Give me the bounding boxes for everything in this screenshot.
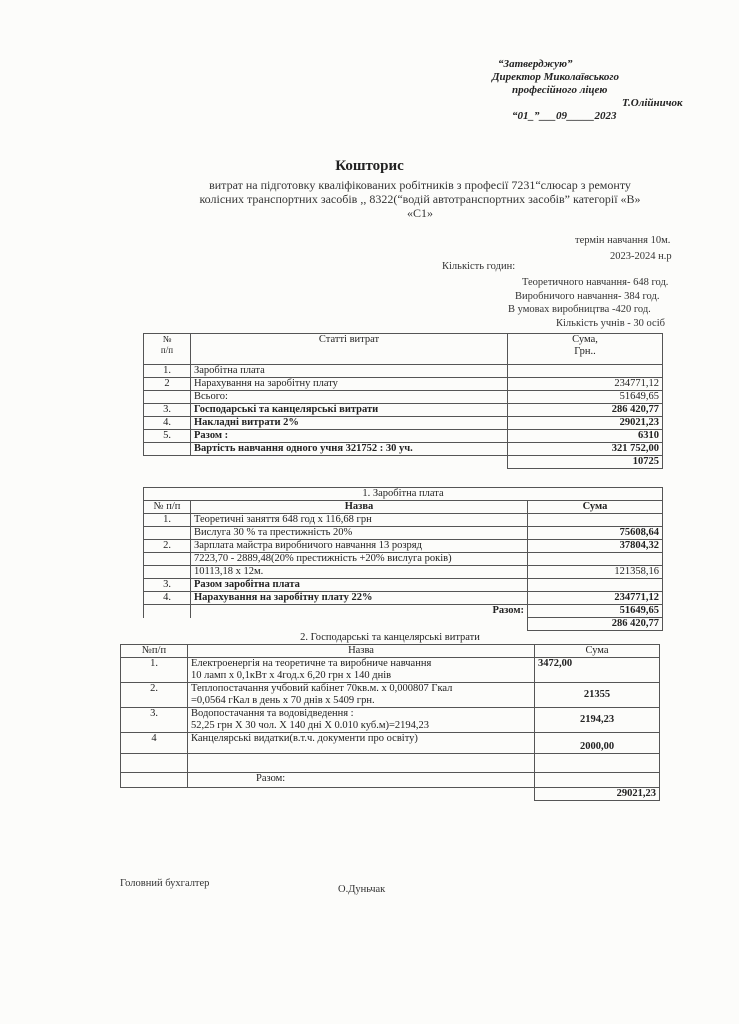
salary-table-title: 1. Заробітна плата bbox=[144, 488, 663, 501]
row-sum: 2194,23 bbox=[535, 708, 660, 733]
row-num bbox=[144, 443, 191, 456]
table-title-row bbox=[121, 632, 660, 645]
col-num-header: №п/п bbox=[121, 645, 188, 658]
table-row bbox=[144, 378, 663, 391]
row-num: 1. bbox=[144, 514, 191, 527]
row-num: 2. bbox=[121, 683, 188, 708]
row-sum: 51649,65 bbox=[528, 605, 663, 618]
info-term: термін навчання 10м. bbox=[575, 235, 671, 246]
table-row bbox=[144, 540, 663, 553]
table-title-row bbox=[144, 488, 663, 501]
info-year: 2023-2024 н.р bbox=[610, 251, 672, 262]
document-subtitle bbox=[130, 178, 710, 220]
expenses-total-label: Разом: bbox=[188, 773, 535, 788]
row-sum: 75608,64 bbox=[528, 527, 663, 540]
table-row bbox=[144, 443, 663, 456]
summary-table bbox=[143, 333, 663, 469]
row-sum: 234771,12 bbox=[508, 378, 663, 391]
info-students: Кількість учнів - 30 осіб bbox=[556, 318, 665, 329]
row-name bbox=[188, 683, 535, 708]
table-header bbox=[121, 645, 660, 658]
row-num: 1. bbox=[121, 658, 188, 683]
row-num: 3. bbox=[121, 708, 188, 733]
row-sum: 6310 bbox=[508, 430, 663, 443]
table-row bbox=[144, 527, 663, 540]
info-theory: Теоретичного навчання- 648 год. bbox=[522, 277, 669, 288]
row-name: Разом : bbox=[191, 430, 508, 443]
row-sum: 286 420,77 bbox=[508, 404, 663, 417]
table-row bbox=[144, 430, 663, 443]
row-name-line: Електроенергія на теоретичне та виробниче навчання bbox=[191, 658, 432, 669]
row-sum: 2000,00 bbox=[535, 733, 660, 754]
table-row bbox=[144, 579, 663, 592]
table-row bbox=[144, 404, 663, 417]
info-workplace: В умовах виробництва -420 год. bbox=[508, 304, 651, 315]
row-name-line: Водопостачання та водовідведення : bbox=[191, 708, 354, 719]
row-num: 4 bbox=[121, 733, 188, 754]
table-row bbox=[144, 514, 663, 527]
row-sum: 321 752,00 bbox=[508, 443, 663, 456]
signature-role: Головний бухгалтер bbox=[120, 878, 210, 889]
row-num: 1. bbox=[144, 365, 191, 378]
approval-line-4: Т.Олійничок bbox=[622, 97, 683, 109]
row-sum bbox=[528, 514, 663, 527]
row-name: Всього: bbox=[191, 391, 508, 404]
row-name: Нарахування на заробітну плату 22% bbox=[191, 592, 528, 605]
row-num bbox=[144, 566, 191, 579]
table-row bbox=[144, 592, 663, 605]
row-num: 3. bbox=[144, 404, 191, 417]
table-row bbox=[144, 618, 663, 631]
row-num: 3. bbox=[144, 579, 191, 592]
approval-block bbox=[470, 58, 720, 123]
row-sum: 3472,00 bbox=[535, 658, 660, 683]
row-sum bbox=[528, 579, 663, 592]
table-row bbox=[121, 754, 660, 773]
row-name: Теоретичні заняття 648 год х 116,68 грн bbox=[191, 514, 528, 527]
row-num bbox=[144, 527, 191, 540]
row-sum: 51649,65 bbox=[508, 391, 663, 404]
row-name: 7223,70 - 2889,48(20% престижність +20% вислуга років) bbox=[191, 553, 528, 566]
row-sum: 29021,23 bbox=[508, 417, 663, 430]
subtitle-line-3: «С1» bbox=[406, 206, 433, 220]
row-sum bbox=[528, 553, 663, 566]
subtitle-line-2: колісних транспортних засобів ,, 8322(“водій автотранспортних засобів” категорії «В» bbox=[199, 192, 641, 206]
row-num bbox=[144, 553, 191, 566]
row-name: Разом заробітна плата bbox=[191, 579, 528, 592]
row-sum: 37804,32 bbox=[528, 540, 663, 553]
table-row bbox=[121, 733, 660, 754]
table-row bbox=[144, 391, 663, 404]
row-name-line: 10 ламп х 0,1кВт х 4год.х 6,20 грн х 140 днів bbox=[191, 670, 392, 681]
row-name: 10113,18 х 12м. bbox=[191, 566, 528, 579]
table-row bbox=[144, 365, 663, 378]
row-name-line: =0,0564 гКал в день х 70 днів х 5409 грн. bbox=[191, 695, 375, 706]
table-row bbox=[121, 788, 660, 801]
row-name: Заробітна плата bbox=[191, 365, 508, 378]
row-num bbox=[144, 391, 191, 404]
info-hours-label: Кількість годин: bbox=[442, 261, 516, 272]
table-row bbox=[144, 566, 663, 579]
table-row bbox=[121, 708, 660, 733]
document-title: Кошторис bbox=[335, 158, 404, 174]
col-sum-header: Сума, Грн.. bbox=[508, 334, 663, 365]
approval-line-1: “Затверджую” bbox=[498, 58, 573, 70]
row-name bbox=[188, 658, 535, 683]
approval-line-5: “01_”___09_____2023 bbox=[512, 110, 617, 122]
row-name: Накладні витрати 2% bbox=[191, 417, 508, 430]
table-header bbox=[144, 334, 663, 365]
subtitle-line-1: витрат на підготовку кваліфікованих робітників з професії 7231“слюсар з ремонту bbox=[209, 178, 631, 192]
row-name: Вислуга 30 % та престижність 20% bbox=[191, 527, 528, 540]
col-num-header: № п/п bbox=[144, 334, 191, 365]
table-row bbox=[144, 456, 663, 469]
col-num-header: № п/п bbox=[144, 501, 191, 514]
row-sum: 121358,16 bbox=[528, 566, 663, 579]
row-num: 2. bbox=[144, 540, 191, 553]
table-row bbox=[121, 683, 660, 708]
table-row bbox=[144, 417, 663, 430]
table-header bbox=[144, 501, 663, 514]
salary-total: 286 420,77 bbox=[528, 618, 663, 631]
cost-per-student: 10725 bbox=[508, 456, 663, 469]
row-name bbox=[188, 708, 535, 733]
row-sum bbox=[508, 365, 663, 378]
row-name: Зарплата майстра виробничого навчання 13 розряд bbox=[191, 540, 528, 553]
salary-table bbox=[143, 487, 663, 631]
row-sum: 21355 bbox=[535, 683, 660, 708]
row-name: Канцелярські видатки(в.т.ч. документи про освіту) bbox=[188, 733, 535, 754]
approval-line-2: Директор Миколаївського bbox=[492, 71, 619, 83]
row-num: 2 bbox=[144, 378, 191, 391]
signature-name: О.Дуньчак bbox=[338, 884, 386, 895]
expenses-table-title: 2. Господарські та канцелярські витрати bbox=[300, 632, 480, 643]
approval-line-3: професійного ліцею bbox=[512, 84, 608, 96]
table-row bbox=[144, 605, 663, 618]
col-sum-header: Сума bbox=[528, 501, 663, 514]
info-production: Виробничого навчання- 384 год. bbox=[515, 291, 660, 302]
table-row bbox=[121, 658, 660, 683]
row-num: 4. bbox=[144, 417, 191, 430]
col-name-header: Назва bbox=[191, 501, 528, 514]
table-row bbox=[121, 773, 660, 788]
col-sum-header: Сума bbox=[535, 645, 660, 658]
row-name: Разом: bbox=[191, 605, 528, 618]
col-name-header: Назва bbox=[188, 645, 535, 658]
row-name: Нарахування на заробітну плату bbox=[191, 378, 508, 391]
col-name-header: Статті витрат bbox=[191, 334, 508, 365]
expenses-table bbox=[120, 632, 660, 801]
expenses-total: 29021,23 bbox=[535, 788, 660, 801]
table-row bbox=[144, 553, 663, 566]
row-num: 5. bbox=[144, 430, 191, 443]
row-name: Вартість навчання одного учня 321752 : 30 уч. bbox=[191, 443, 508, 456]
row-num bbox=[144, 605, 191, 618]
row-num: 4. bbox=[144, 592, 191, 605]
row-name: Господарські та канцелярські витрати bbox=[191, 404, 508, 417]
row-name-line: 52,25 грн Х 30 чол. Х 140 дні Х 0.010 куб.м)=2194,23 bbox=[191, 720, 430, 731]
row-name-line: Теплопостачання учбовий кабінет 70кв.м. х 0,000807 Гкал bbox=[191, 683, 453, 694]
row-sum: 234771,12 bbox=[528, 592, 663, 605]
